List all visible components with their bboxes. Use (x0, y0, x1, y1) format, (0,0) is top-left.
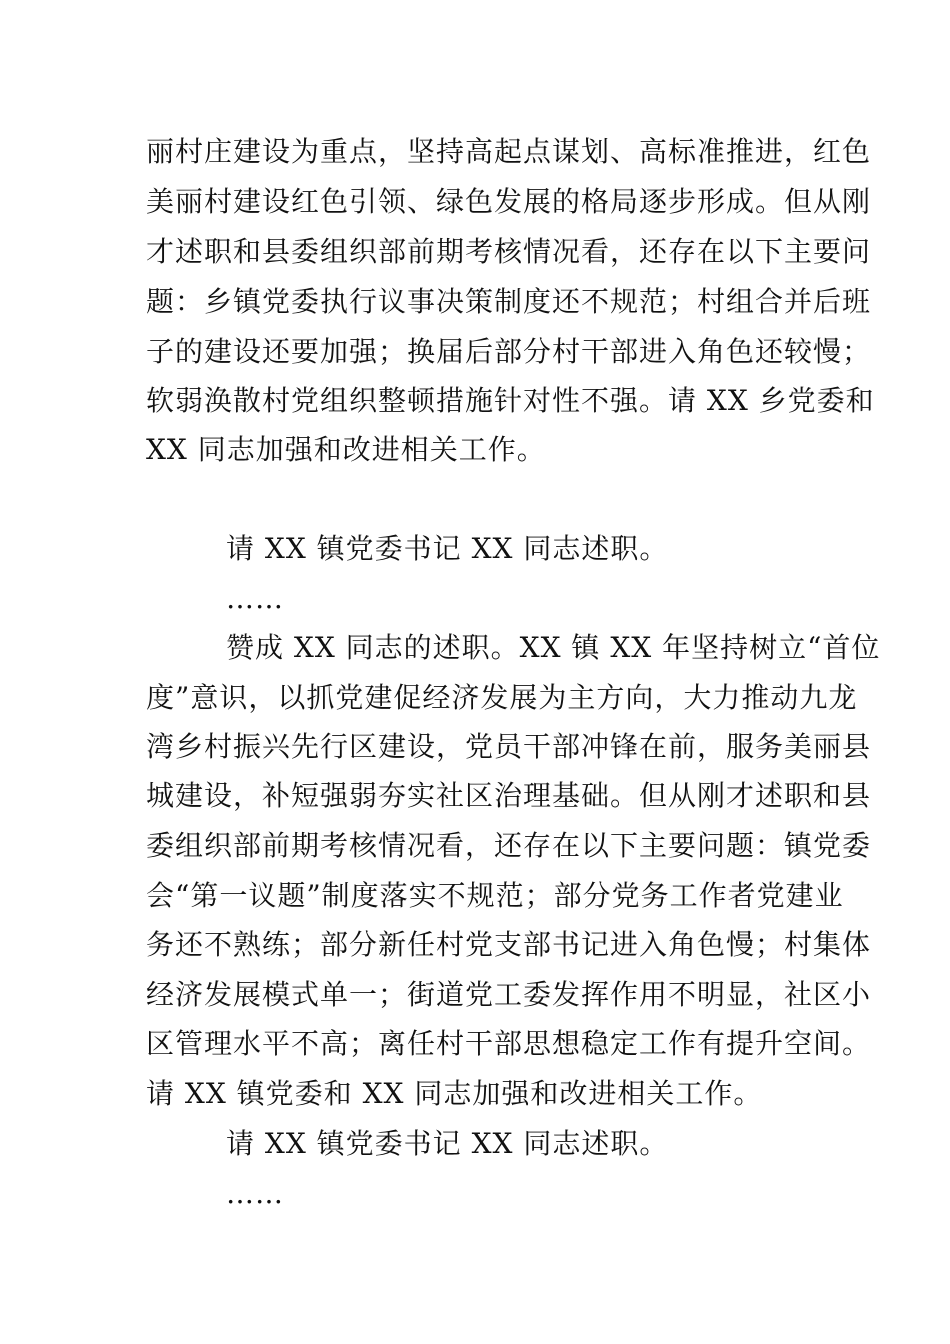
agenda-line: 请 XX 镇党委书记 XX 同志述职。 (226, 1127, 669, 1160)
paragraph-line: 丽村庄建设为重点，坚持高起点谋划、高标准推进，红色 (146, 135, 872, 168)
paragraph-line: 委组织部前期考核情况看，还存在以下主要问题：镇党委 (146, 829, 872, 862)
paragraph-line: 会“第一议题”制度落实不规范；部分党务工作者党建业 (146, 879, 844, 912)
agenda-line: 请 XX 镇党委书记 XX 同志述职。 (226, 532, 669, 565)
paragraph-line: 度”意识，以抓党建促经济发展为主方向，大力推动九龙 (146, 681, 858, 714)
paragraph-line: 才述职和县委组织部前期考核情况看，还存在以下主要问 (146, 235, 872, 268)
ellipsis-line: …… (226, 1177, 284, 1210)
paragraph-line: 经济发展模式单一；街道党工委发挥作用不明显，社区小 (146, 978, 872, 1011)
ellipsis-line: …… (226, 582, 284, 615)
paragraph-line: XX 同志加强和改进相关工作。 (146, 433, 546, 466)
paragraph-line: 湾乡村振兴先行区建设，党员干部冲锋在前，服务美丽县 (146, 730, 872, 763)
paragraph-line: 软弱涣散村党组织整顿措施针对性不强。请 XX 乡党委和 (146, 384, 875, 417)
paragraph-line: 美丽村建设红色引领、绿色发展的格局逐步形成。但从刚 (146, 185, 872, 218)
paragraph-line: 务还不熟练；部分新任村党支部书记进入角色慢；村集体 (146, 928, 872, 961)
paragraph-line: 子的建设还要加强；换届后部分村干部进入角色还较慢； (146, 335, 872, 368)
paragraph-line: 请 XX 镇党委和 XX 同志加强和改进相关工作。 (146, 1077, 763, 1110)
paragraph-line: 赞成 XX 同志的述职。XX 镇 XX 年坚持树立“首位 (226, 631, 881, 664)
paragraph-line: 题：乡镇党委执行议事决策制度还不规范；村组合并后班 (146, 285, 872, 318)
paragraph-line: 区管理水平不高；离任村干部思想稳定工作有提升空间。 (146, 1027, 872, 1060)
paragraph-line: 城建设，补短强弱夯实社区治理基础。但从刚才述职和县 (146, 779, 872, 812)
